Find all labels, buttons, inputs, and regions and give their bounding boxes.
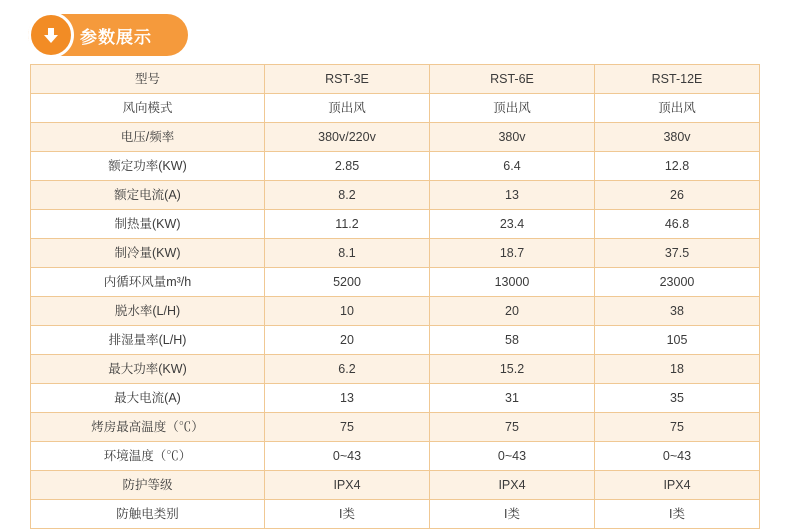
row-value: IPX4 bbox=[265, 471, 430, 500]
row-value: 35 bbox=[595, 384, 760, 413]
table-row bbox=[31, 268, 760, 297]
row-value: 13 bbox=[265, 384, 430, 413]
row-value: 37.5 bbox=[595, 239, 760, 268]
row-value: 105 bbox=[595, 326, 760, 355]
table-row bbox=[31, 239, 760, 268]
table-row bbox=[31, 442, 760, 471]
spec-table-container bbox=[30, 64, 759, 529]
down-arrow-icon bbox=[28, 12, 74, 58]
table-row bbox=[31, 326, 760, 355]
table-row bbox=[31, 65, 760, 94]
row-label: 最大电流(A) bbox=[31, 384, 265, 413]
spec-table bbox=[30, 64, 760, 529]
row-value: 23.4 bbox=[430, 210, 595, 239]
row-value: 38 bbox=[595, 297, 760, 326]
row-label: 排湿量率(L/H) bbox=[31, 326, 265, 355]
table-row bbox=[31, 152, 760, 181]
table-row bbox=[31, 123, 760, 152]
row-value: 2.85 bbox=[265, 152, 430, 181]
row-value: 26 bbox=[595, 181, 760, 210]
row-value: RST-6E bbox=[430, 65, 595, 94]
row-label: 最大功率(KW) bbox=[31, 355, 265, 384]
row-value: 0~43 bbox=[265, 442, 430, 471]
row-value: 顶出风 bbox=[595, 94, 760, 123]
table-row bbox=[31, 500, 760, 529]
table-row bbox=[31, 297, 760, 326]
row-value: 13 bbox=[430, 181, 595, 210]
table-row bbox=[31, 210, 760, 239]
row-value: I类 bbox=[595, 500, 760, 529]
row-label: 环境温度（℃） bbox=[31, 442, 265, 471]
row-value: 380v/220v bbox=[265, 123, 430, 152]
row-label: 内循环风量m³/h bbox=[31, 268, 265, 297]
row-value: 380v bbox=[430, 123, 595, 152]
row-value: 46.8 bbox=[595, 210, 760, 239]
row-label: 烤房最高温度（℃） bbox=[31, 413, 265, 442]
row-value: 75 bbox=[595, 413, 760, 442]
row-value: IPX4 bbox=[430, 471, 595, 500]
row-label: 防护等级 bbox=[31, 471, 265, 500]
row-label: 风向模式 bbox=[31, 94, 265, 123]
table-row bbox=[31, 471, 760, 500]
table-row bbox=[31, 355, 760, 384]
row-value: 12.8 bbox=[595, 152, 760, 181]
row-value: 75 bbox=[430, 413, 595, 442]
row-value: 0~43 bbox=[595, 442, 760, 471]
row-value: I类 bbox=[430, 500, 595, 529]
row-value: 0~43 bbox=[430, 442, 595, 471]
row-label: 制热量(KW) bbox=[31, 210, 265, 239]
row-value: IPX4 bbox=[595, 471, 760, 500]
table-row bbox=[31, 413, 760, 442]
row-value: 380v bbox=[595, 123, 760, 152]
row-value: 8.1 bbox=[265, 239, 430, 268]
row-value: 15.2 bbox=[430, 355, 595, 384]
row-label: 防触电类别 bbox=[31, 500, 265, 529]
row-value: 18.7 bbox=[430, 239, 595, 268]
row-value: 8.2 bbox=[265, 181, 430, 210]
row-value: 20 bbox=[430, 297, 595, 326]
row-label: 电压/频率 bbox=[31, 123, 265, 152]
row-value: 18 bbox=[595, 355, 760, 384]
row-label: 制冷量(KW) bbox=[31, 239, 265, 268]
row-value: RST-12E bbox=[595, 65, 760, 94]
row-value: 13000 bbox=[430, 268, 595, 297]
row-value: 31 bbox=[430, 384, 595, 413]
row-value: 75 bbox=[265, 413, 430, 442]
row-value: I类 bbox=[265, 500, 430, 529]
row-value: 顶出风 bbox=[430, 94, 595, 123]
row-value: 6.2 bbox=[265, 355, 430, 384]
row-label: 脱水率(L/H) bbox=[31, 297, 265, 326]
row-value: 58 bbox=[430, 326, 595, 355]
row-label: 型号 bbox=[31, 65, 265, 94]
section-title: 参数展示 bbox=[80, 27, 152, 47]
row-value: 11.2 bbox=[265, 210, 430, 239]
row-value: 顶出风 bbox=[265, 94, 430, 123]
row-label: 额定功率(KW) bbox=[31, 152, 265, 181]
table-row bbox=[31, 94, 760, 123]
row-value: 20 bbox=[265, 326, 430, 355]
row-label: 额定电流(A) bbox=[31, 181, 265, 210]
row-value: RST-3E bbox=[265, 65, 430, 94]
table-row bbox=[31, 384, 760, 413]
row-value: 10 bbox=[265, 297, 430, 326]
table-row bbox=[31, 181, 760, 210]
row-value: 5200 bbox=[265, 268, 430, 297]
row-value: 6.4 bbox=[430, 152, 595, 181]
row-value: 23000 bbox=[595, 268, 760, 297]
